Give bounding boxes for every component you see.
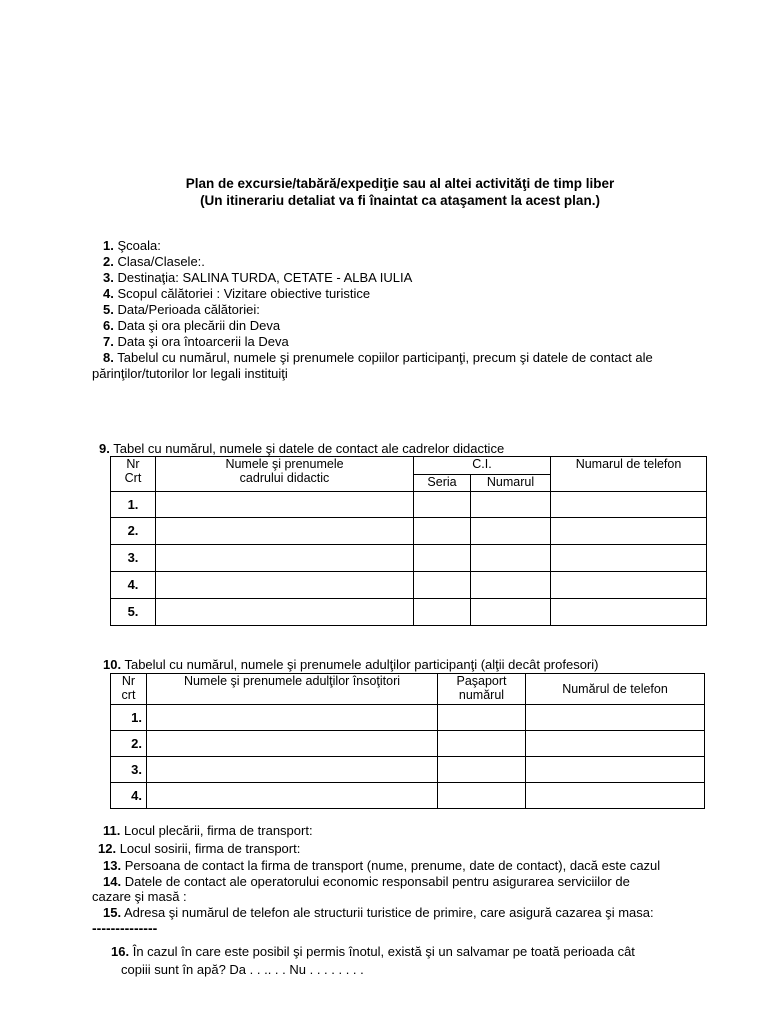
field-text: În cazul în care este posibil şi permis înotul, există şi un salvamar pe toată perioada cât — [132, 944, 635, 959]
header-crt: crt — [121, 688, 136, 702]
cell-seria[interactable] — [414, 572, 471, 599]
field-perioada — [103, 302, 260, 318]
header-seria: Seria — [414, 475, 471, 492]
cell-seria[interactable] — [414, 492, 471, 518]
field-number: 8. — [103, 350, 114, 365]
field-text: Data/Perioada călătoriei: — [117, 302, 260, 317]
header-passport-line1: Paşaport — [456, 674, 507, 688]
table-row — [111, 545, 707, 572]
cell-name[interactable] — [156, 599, 414, 626]
header-phone: Numărul de telefon — [526, 674, 705, 705]
header-numarul: Numarul — [471, 475, 551, 492]
field-clasa — [103, 254, 205, 270]
page-subtitle: (Un itinerariu detaliat va fi înaintat ca ataşament la acest plan.) — [200, 193, 600, 208]
field-number: 12. — [98, 841, 117, 856]
section-text: Tabel cu numărul, numele şi datele de contact ale cadrelor didactice — [113, 441, 505, 456]
section-text: Tabelul cu numărul, numele şi prenumele adulţilor participanţi (alţii decât profesori) — [124, 657, 599, 672]
row-number: 3. — [111, 545, 156, 572]
field-number: 3. — [103, 270, 114, 285]
header-passport-line2: numărul — [458, 688, 505, 702]
page-title: Plan de excursie/tabără/expediţie sau al altei activităţi de timp liber — [185, 176, 615, 191]
cell-seria[interactable] — [414, 545, 471, 572]
field-text: Datele de contact ale operatorului economic responsabil pentru asigurarea serviciilor de — [124, 874, 630, 889]
cell-name[interactable] — [147, 757, 438, 783]
row-number: 1. — [111, 492, 156, 518]
field-text: Persoana de contact la firma de transport (nume, prenume, date de contact), dacă este cazul — [124, 858, 661, 873]
field-tabel-copii-cont: părinţilor/tutorilor lor legali instituiţi — [92, 366, 288, 381]
cell-phone[interactable] — [551, 599, 707, 626]
header-nr-crt — [111, 674, 147, 705]
table-row — [111, 599, 707, 626]
table-row — [111, 783, 705, 809]
field-number: 14. — [103, 874, 122, 889]
field-number: 4. — [103, 286, 114, 301]
row-number: 4. — [111, 572, 156, 599]
header-nr: Nr — [126, 457, 140, 471]
field-salvamar — [111, 944, 635, 960]
field-number: 1. — [103, 238, 114, 253]
field-number: 6. — [103, 318, 114, 333]
table-row — [111, 518, 707, 545]
cell-name[interactable] — [156, 492, 414, 518]
field-intoarcere — [103, 334, 289, 350]
field-number: 7. — [103, 334, 114, 349]
cell-seria[interactable] — [414, 599, 471, 626]
field-text: Locul sosirii, firma de transport: — [119, 841, 301, 856]
field-loc-sosire — [98, 841, 300, 857]
field-number: 13. — [103, 858, 122, 873]
cell-passport[interactable] — [438, 783, 526, 809]
cell-name[interactable] — [156, 545, 414, 572]
cell-numarul[interactable] — [471, 545, 551, 572]
field-destinatia — [103, 270, 412, 286]
cell-passport[interactable] — [438, 705, 526, 731]
header-phone: Numarul de telefon — [551, 457, 707, 492]
teachers-table — [110, 456, 707, 626]
row-number: 2. — [111, 731, 147, 757]
cell-phone[interactable] — [526, 705, 705, 731]
header-name-line2: cadrului didactic — [239, 471, 330, 485]
header-nr-crt — [111, 457, 156, 492]
cell-numarul[interactable] — [471, 572, 551, 599]
cell-name[interactable] — [156, 518, 414, 545]
field-text: Şcoala: — [117, 238, 161, 253]
header-crt: Crt — [124, 471, 142, 485]
dashes-separator: -------------- — [92, 920, 158, 936]
section-number: 9. — [99, 441, 110, 456]
field-structura-turistica — [103, 905, 654, 921]
header-ci: C.I. — [414, 457, 551, 475]
row-number: 4. — [111, 783, 147, 809]
header-name — [156, 457, 414, 492]
table-row — [111, 731, 705, 757]
cell-phone[interactable] — [551, 492, 707, 518]
section-number: 10. — [103, 657, 122, 672]
field-text: Scopul călătoriei : Vizitare obiective turistice — [117, 286, 371, 301]
row-number: 5. — [111, 599, 156, 626]
cell-phone[interactable] — [551, 518, 707, 545]
cell-passport[interactable] — [438, 757, 526, 783]
cell-phone[interactable] — [526, 783, 705, 809]
cell-numarul[interactable] — [471, 518, 551, 545]
field-number: 2. — [103, 254, 114, 269]
table-row — [111, 757, 705, 783]
field-text: Data şi ora plecării din Deva — [117, 318, 281, 333]
field-plecare — [103, 318, 280, 334]
field-text: Data şi ora întoarcerii la Deva — [117, 334, 289, 349]
table-row — [111, 705, 705, 731]
cell-numarul[interactable] — [471, 599, 551, 626]
field-persoana-contact — [103, 858, 660, 874]
field-salvamar-cont: copiii sunt în apă? Da . . .. . . Nu . . . . . . . . — [121, 962, 364, 977]
row-number: 2. — [111, 518, 156, 545]
field-text: Adresa şi numărul de telefon ale structurii turistice de primire, care asigură cazarea şi masa: — [123, 905, 654, 920]
field-loc-plecare — [103, 823, 313, 839]
field-number: 16. — [111, 944, 130, 959]
adults-table — [110, 673, 705, 809]
cell-phone[interactable] — [526, 731, 705, 757]
cell-passport[interactable] — [438, 731, 526, 757]
cell-phone[interactable] — [551, 545, 707, 572]
cell-name[interactable] — [156, 572, 414, 599]
field-tabel-copii — [103, 350, 653, 366]
header-nr: Nr — [121, 674, 136, 688]
cell-name[interactable] — [147, 705, 438, 731]
field-scoala — [103, 238, 161, 254]
header-name: Numele şi prenumele adulţilor însoţitori — [147, 674, 438, 705]
section-9-heading — [99, 441, 504, 457]
field-number: 5. — [103, 302, 114, 317]
field-scopul — [103, 286, 370, 302]
section-10-heading — [103, 657, 598, 673]
table-row — [111, 492, 707, 518]
cell-phone[interactable] — [526, 757, 705, 783]
field-text: Clasa/Clasele:. — [117, 254, 205, 269]
table-row — [111, 572, 707, 599]
row-number: 1. — [111, 705, 147, 731]
cell-seria[interactable] — [414, 518, 471, 545]
row-number: 3. — [111, 757, 147, 783]
field-number: 15. — [103, 905, 122, 920]
field-operator-economic — [103, 874, 630, 890]
field-text: Locul plecării, firma de transport: — [123, 823, 313, 838]
cell-numarul[interactable] — [471, 492, 551, 518]
field-number: 11. — [103, 823, 121, 838]
field-operator-economic-cont: cazare şi masă : — [92, 889, 187, 904]
field-text: Tabelul cu numărul, numele şi prenumele copiilor participanţi, precum şi datele de contact ale — [117, 350, 653, 365]
header-passport — [438, 674, 526, 705]
cell-name[interactable] — [147, 783, 438, 809]
cell-phone[interactable] — [551, 572, 707, 599]
cell-name[interactable] — [147, 731, 438, 757]
field-text: Destinaţia: SALINA TURDA, CETATE - ALBA IULIA — [117, 270, 413, 285]
header-name-line1: Numele şi prenumele — [225, 457, 344, 471]
